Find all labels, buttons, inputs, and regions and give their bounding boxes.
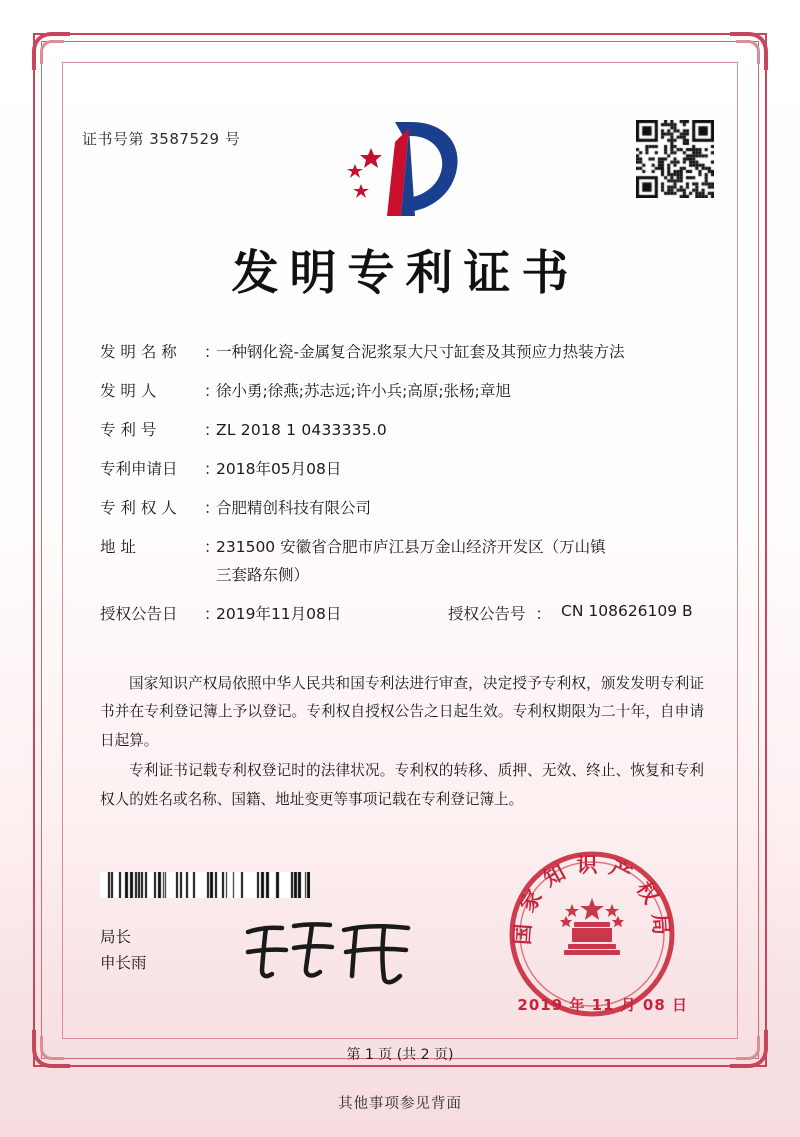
certificate-number: 证书号第 3587529 号 [82, 130, 241, 148]
page-number: 第 1 页 (共 2 页) [346, 1047, 454, 1063]
field-label: 地 址 [100, 538, 136, 556]
field-label: 发 明 名 称 [100, 343, 177, 361]
field-row-patent-number [100, 418, 704, 440]
field-label: 专 利 权 人 [100, 499, 177, 517]
barcode [100, 872, 310, 898]
field-value: 合肥精创科技有限公司 [216, 499, 372, 517]
field-row-patentee [100, 496, 704, 518]
field-row-application-date [100, 457, 704, 479]
field-row-grant-announcement [100, 602, 704, 624]
field-colon: ： [204, 605, 220, 623]
field-row-inventors [100, 379, 704, 401]
grant-number-value: CN 108626109 B [561, 602, 693, 620]
signature-block [100, 925, 147, 976]
field-colon: ： [204, 538, 220, 556]
paragraph-2: 专利证书记载专利权登记时的法律状况。专利权的转移、质押、无效、终止、恢复和专利权人的姓名或名称、国籍、地址变更等事项记载在专利登记簿上。 [100, 762, 704, 808]
qr-code [636, 120, 714, 198]
grant-date-value: 2019年11月08日 [216, 605, 342, 623]
address-line-2: 三套路东侧） [216, 566, 310, 584]
field-label: 发 明 人 [100, 382, 157, 400]
field-colon: ： [204, 421, 220, 439]
fields-block [100, 340, 704, 641]
signature-role: 局长 [100, 928, 132, 946]
field-row-invention-name [100, 340, 704, 362]
handwritten-signature [236, 912, 426, 992]
footer-note: 其他事项参见背面 [338, 1096, 462, 1112]
seal-date: 2019 年 11 月 08 日 [517, 996, 688, 1014]
field-row-address [100, 535, 704, 557]
field-label: 专 利 号 [100, 421, 157, 439]
field-value: 一种钢化瓷-金属复合泥浆泵大尺寸缸套及其预应力热装方法 [216, 343, 625, 361]
field-value: 2018年05月08日 [216, 460, 342, 478]
grant-number-colon: ： [535, 605, 552, 623]
paragraph-1: 国家知识产权局依照中华人民共和国专利法进行审查，决定授予专利权，颁发发明专利证书并在专利登记簿上予以登记。专利权自授权公告之日起生效。专利权期限为二十年，自申请日起算。 [100, 675, 704, 749]
field-colon: ： [204, 460, 220, 478]
signature-name: 申长雨 [100, 953, 147, 972]
field-value: 徐小勇;徐燕;苏志远;许小兵;高原;张杨;章旭 [216, 382, 511, 400]
svg-text:国家知识产权局: 国家知识产权局 [510, 852, 674, 946]
body-paragraphs [100, 670, 704, 816]
field-label: 专利申请日 [100, 460, 178, 478]
field-value: 231500 安徽省合肥市庐江县万金山经济开发区（万山镇 [216, 538, 606, 556]
field-value: ZL 2018 1 0433335.0 [216, 421, 387, 439]
field-colon: ： [204, 382, 220, 400]
field-label: 授权公告日 [100, 605, 178, 623]
cnipa-logo [325, 112, 475, 222]
field-colon: ： [204, 499, 220, 517]
grant-number-label: 授权公告号 [448, 605, 526, 623]
field-colon: ： [204, 343, 220, 361]
page-title: 发明专利证书 [231, 246, 580, 301]
